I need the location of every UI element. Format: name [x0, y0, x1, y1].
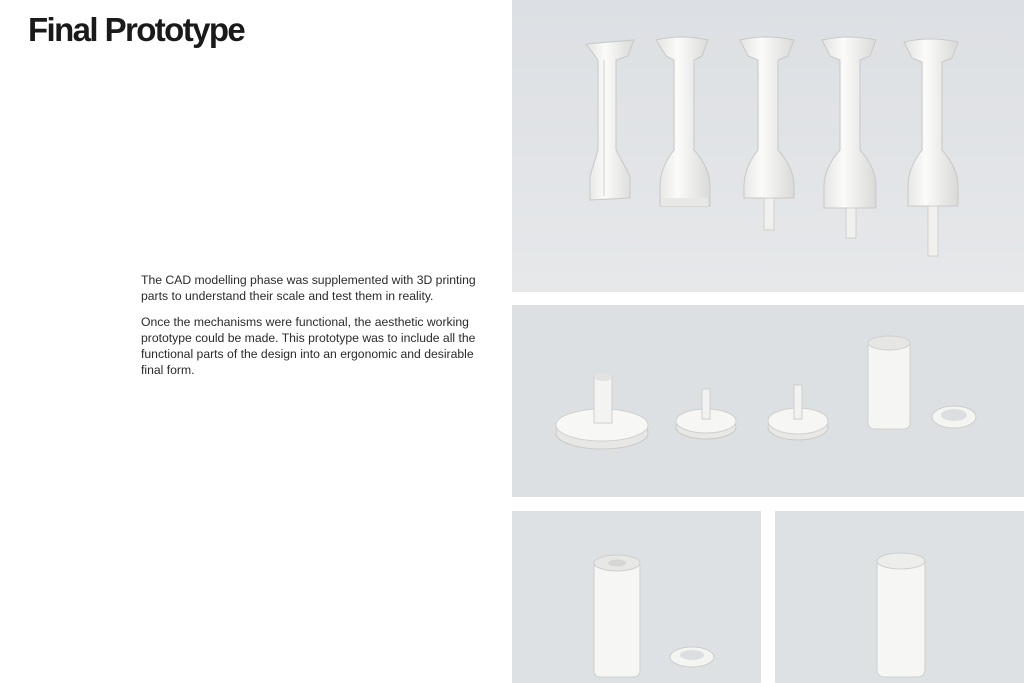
photo-cylinder-with-ring	[512, 511, 761, 683]
photo-mechanism-components	[512, 305, 1024, 497]
photo-handle-prototypes	[512, 0, 1024, 292]
photo-closed-cylinder	[775, 511, 1024, 683]
body-text	[141, 272, 476, 388]
page-title: Final Prototype	[28, 11, 245, 48]
ring-cap	[932, 406, 976, 428]
paragraph-working-prototype: Once the mechanisms were functional, the aesthetic working prototype could be made. This prototype was to include all the functional parts of the design into an ergonomic and desirable final form.	[141, 315, 476, 377]
paragraph-cad-modelling: The CAD modelling phase was supplemented with 3D printing parts to understand their scale and test them in reality.	[141, 273, 476, 303]
cylinder-sleeve	[868, 336, 910, 429]
